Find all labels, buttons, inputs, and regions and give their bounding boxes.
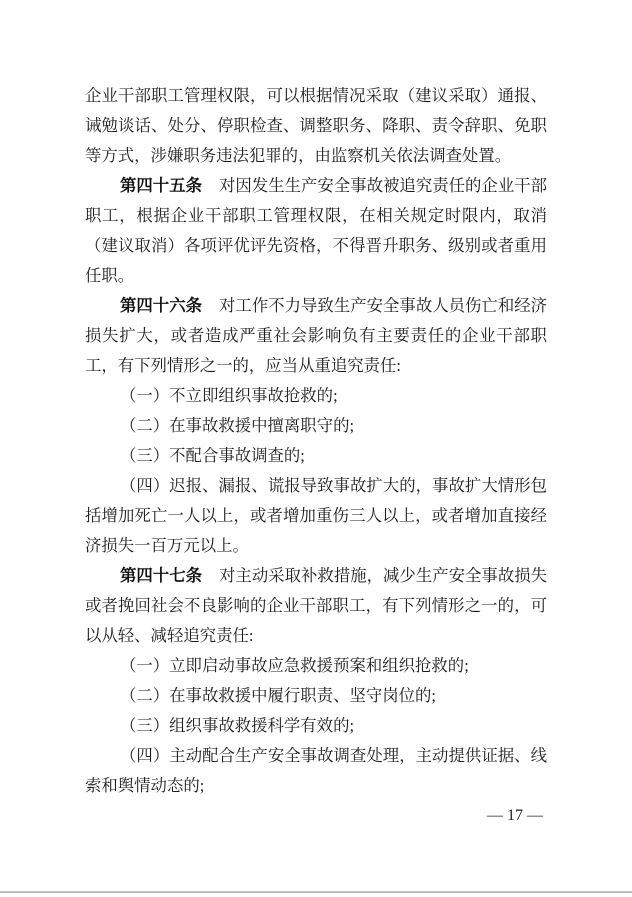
page-footer bbox=[85, 801, 547, 831]
list-item bbox=[85, 711, 547, 741]
list-item-text: （一）立即启动事故应急救援预案和组织抢救的; bbox=[120, 656, 469, 675]
page-bottom-edge bbox=[0, 891, 632, 893]
list-item bbox=[85, 411, 547, 441]
list-item bbox=[85, 651, 547, 681]
paragraph-text: 对因发生生产安全事故被追究责任的企业干部职工，根据企业干部职工管理权限，在相关规定时限内，取消（建议取消）各项评优评先资格，不得晋升职务、级别或者重用任职。 bbox=[85, 176, 548, 285]
list-item-text: （三）不配合事故调查的; bbox=[120, 446, 305, 465]
paragraph-text: 对工作不力导致生产安全事故人员伤亡和经济损失扩大，或者造成严重社会影响负有主要责任的企业干部职工，有下列情形之一的，应当从重追究责任: bbox=[85, 296, 548, 375]
paragraph-article-45 bbox=[85, 171, 547, 291]
list-item bbox=[85, 471, 547, 561]
list-item-text: （四）迟报、漏报、谎报导致事故扩大的，事故扩大情形包括增加死亡一人以上，或者增加重伤三人以上，或者增加直接经济损失一百万元以上。 bbox=[85, 476, 547, 555]
list-item bbox=[85, 681, 547, 711]
list-item-text: （二）在事故救援中履行职责、坚守岗位的; bbox=[120, 686, 436, 705]
list-item-text: （一）不立即组织事故抢救的; bbox=[120, 386, 338, 405]
list-item bbox=[85, 381, 547, 411]
paragraph bbox=[85, 81, 547, 171]
list-item bbox=[85, 741, 547, 801]
article-number: 第四十五条 bbox=[120, 176, 203, 195]
page-number: — 17 — bbox=[487, 807, 543, 824]
list-item-text: （三）组织事故救援科学有效的; bbox=[120, 716, 355, 735]
paragraph-text: 企业干部职工管理权限，可以根据情况采取（建议采取）通报、诫勉谈话、处分、停职检查、调整职务、降职、责令辞职、免职等方式，涉嫌职务违法犯罪的，由监察机关依法调查处置。 bbox=[85, 86, 547, 165]
list-item-text: （四）主动配合生产安全事故调查处理，主动提供证据、线索和舆情动态的; bbox=[85, 746, 547, 795]
paragraph-article-46 bbox=[85, 291, 547, 381]
list-item bbox=[85, 441, 547, 471]
article-number: 第四十七条 bbox=[120, 566, 203, 585]
paragraph-article-47 bbox=[85, 561, 547, 651]
article-number: 第四十六条 bbox=[120, 296, 203, 315]
list-item-text: （二）在事故救援中擅离职守的; bbox=[120, 416, 355, 435]
paragraph-text: 对主动采取补救措施，减少生产安全事故损失或者挽回社会不良影响的企业干部职工，有下列情形之一的，可以从轻、减轻追究责任: bbox=[85, 566, 548, 645]
document-body bbox=[85, 81, 547, 801]
